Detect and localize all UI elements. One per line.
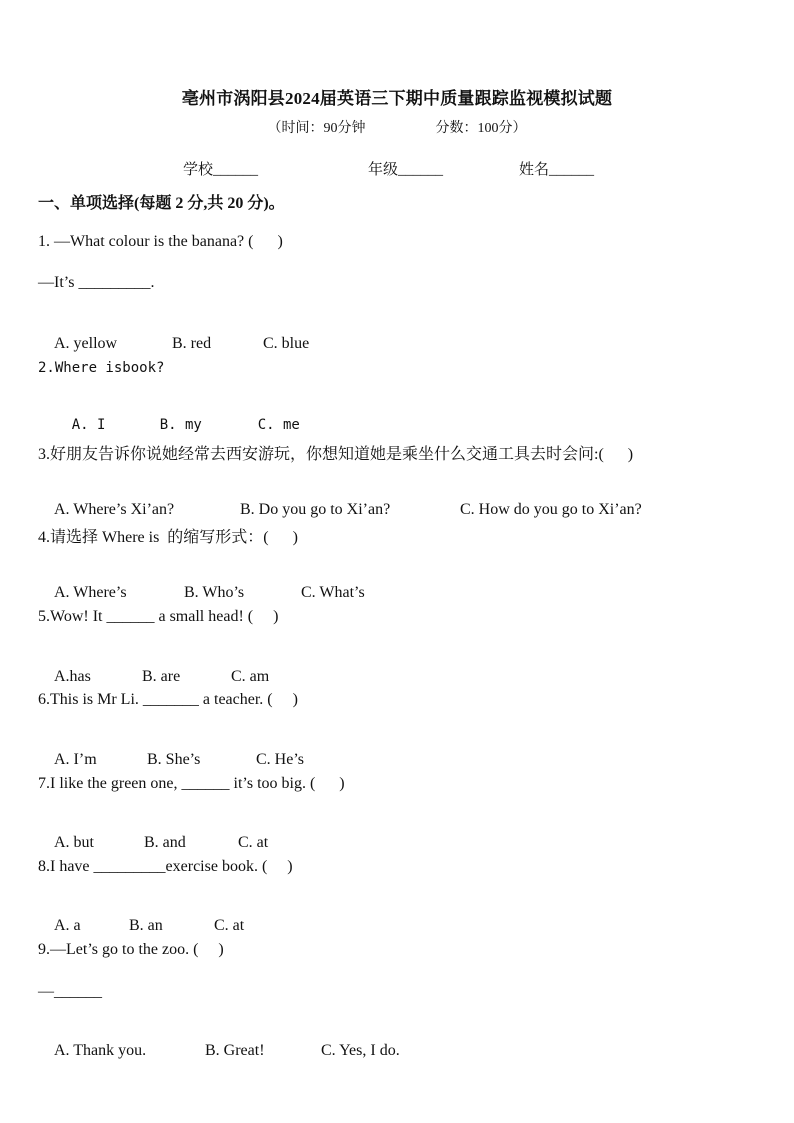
option-c: C. He’s [256, 751, 304, 768]
option-a: A. Where’s Xi’an? [54, 501, 175, 518]
option-c: C. How do you go to Xi’an? [460, 501, 642, 518]
question-stem: 2.Where isbook? [38, 360, 165, 376]
page-title: 亳州市涡阳县2024届英语三下期中质量跟踪监视模拟试题 [181, 89, 613, 108]
question-stem: 6.This is Mr Li. _______ a teacher. ( ) [38, 691, 298, 708]
option-a: A. but [54, 834, 94, 851]
option-a: A. Thank you. [54, 1042, 147, 1059]
exam-info: （时间：90分钟 分数：100分） [267, 121, 527, 136]
question-stem-answer-line: —It’s _________. [38, 274, 155, 291]
option-a: A. yellow [54, 335, 118, 352]
option-c: C. blue [263, 335, 310, 352]
question-stem: 7.I like the green one, ______ it’s too big. ( ) [38, 775, 345, 792]
option-b: B. She’s [147, 751, 201, 768]
option-a: A. Where’s [54, 584, 127, 601]
option-b: B. my [159, 417, 202, 433]
option-b: B. are [142, 668, 181, 685]
option-b: B. Do you go to Xi’an? [240, 501, 391, 518]
option-a: A. I’m [54, 751, 97, 768]
option-c: C. What’s [301, 584, 365, 601]
option-a: A.has [54, 668, 91, 685]
option-b: B. and [144, 834, 186, 851]
question-stem: 5.Wow! It ______ a small head! ( ) [38, 608, 279, 625]
question-options [38, 1024, 400, 1078]
option-b: B. red [172, 335, 212, 352]
question-stem: 1. —What colour is the banana? ( ) [38, 233, 283, 250]
question-stem: 4.请选择 Where is 的缩写形式：( ) [38, 529, 298, 546]
option-a: A. I [71, 417, 106, 433]
question-stem-answer-line: —______ [38, 983, 102, 1000]
question-stem: 3.好朋友告诉你说她经常去西安游玩，你想知道她是乘坐什么交通工具去时会问:( ) [38, 446, 634, 463]
option-b: B. Great! [205, 1042, 265, 1059]
question-stem: 8.I have _________exercise book. ( ) [38, 858, 293, 875]
school-field: 学校______ [183, 162, 259, 178]
option-b: B. Who’s [184, 584, 245, 601]
option-c: C. me [257, 417, 300, 433]
grade-field: 年级______ [368, 162, 444, 178]
section-heading: 一、单项选择(每题 2 分,共 20 分)。 [38, 195, 285, 212]
option-b: B. an [129, 917, 163, 934]
option-a: A. a [54, 917, 81, 934]
question-stem: 9.—Let’s go to the zoo. ( ) [38, 941, 224, 958]
option-c: C. at [214, 917, 245, 934]
option-c: C. at [238, 834, 269, 851]
option-c: C. Yes, I do. [321, 1042, 400, 1059]
name-field: 姓名______ [519, 162, 595, 178]
option-c: C. am [231, 668, 270, 685]
